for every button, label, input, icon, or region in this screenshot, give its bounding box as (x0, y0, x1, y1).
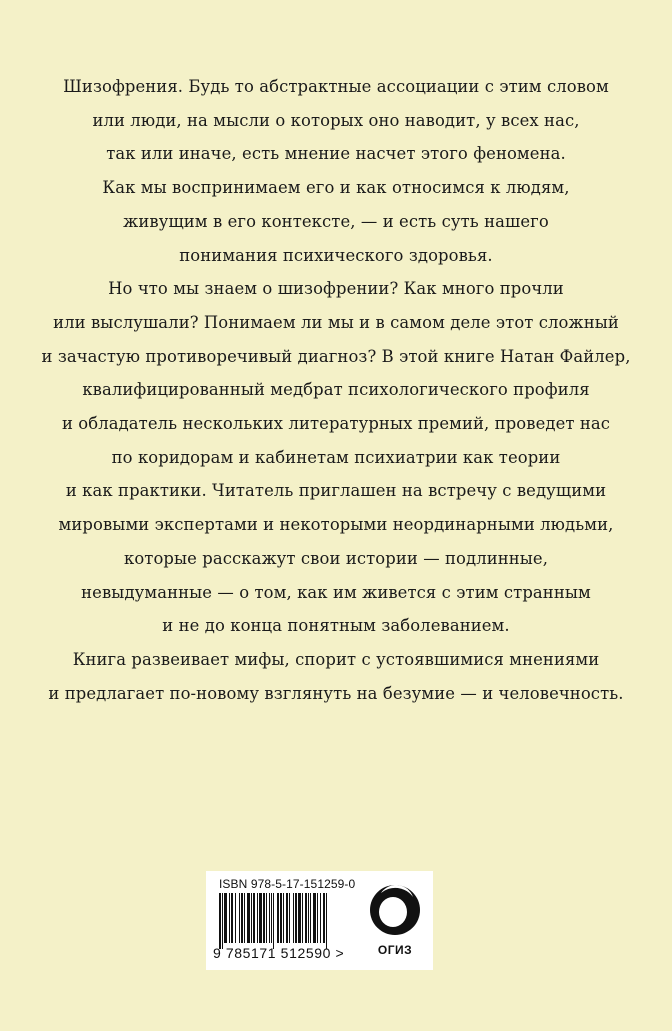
barcode-bar (231, 893, 233, 943)
barcode-bar (253, 893, 255, 943)
barcode-bar (247, 893, 250, 943)
isbn-barcode-panel (206, 871, 433, 970)
barcode-bar (269, 893, 270, 943)
barcode-bar (219, 893, 221, 949)
barcode-bar (259, 893, 262, 943)
barcode-bar (326, 893, 327, 949)
barcode-bar (313, 893, 316, 943)
ogiz-ring-logo-icon (369, 881, 421, 939)
blurb-line: и зачастую противоречивый диагноз? В этой книге Натан Файлер, (41, 346, 631, 366)
blurb-line: Шизофрения. Будь то абстрактные ассоциации с этим словом (63, 77, 609, 96)
isbn-label: ISBN 978-5-17-151259-0 (219, 877, 356, 891)
barcode-icon (215, 893, 363, 949)
blurb-line: понимания психического здоровья. (179, 245, 493, 265)
blurb-line: и как практики. Читатель приглашен на встречу с ведущими (65, 481, 607, 501)
publisher-logo (369, 881, 421, 965)
barcode-bar (277, 893, 279, 943)
barcode-bar (295, 893, 297, 943)
barcode-bar (273, 893, 274, 949)
blurb-line: или выслушали? Понимаем ли мы и в самом деле этот сложный (53, 312, 619, 332)
barcode-bar (308, 893, 309, 943)
blurb-line: или люди, на мысли о которых оно наводит, у всех нас, (92, 110, 580, 130)
blurb-line: мировыми экспертами и некоторыми неординарными людьми, (58, 515, 614, 535)
barcode-bar (323, 893, 325, 943)
blurb-line: живущим в его контексте, — и есть суть нашего (123, 211, 549, 231)
blurb-line: квалифицированный медбрат психологического профиля (82, 380, 590, 400)
barcode-bar (302, 893, 303, 943)
publisher-name: ОГИЗ (377, 943, 413, 957)
barcode-bar (289, 893, 290, 943)
blurb-line: так или иначе, есть мнение насчет этого феномена. (106, 144, 566, 164)
barcode-bar (224, 893, 227, 943)
blurb-line: которые расскажут свои истории — подлинные, (123, 548, 549, 568)
blurb-line: Книга развеивает мифы, спорит с устоявшимися мнениями (72, 649, 600, 669)
barcode-bar (298, 893, 301, 943)
barcode-bar (271, 893, 272, 943)
barcode-bar (283, 893, 284, 943)
barcode-bar (280, 893, 282, 943)
blurb-line: по коридорам и кабинетам психиатрии как теории (111, 447, 561, 467)
barcode-bar (235, 893, 236, 943)
barcode-bar (244, 893, 245, 943)
barcode-bar (317, 893, 318, 943)
barcode-bar (310, 893, 311, 943)
barcode-bar (241, 893, 243, 943)
barcode-bar (293, 893, 294, 943)
barcode-bar (320, 893, 321, 943)
blurb-line: Как мы воспринимаем его и как относимся к людям, (102, 178, 570, 198)
barcode-bar (266, 893, 267, 943)
barcode-bar (251, 893, 252, 943)
barcode-bar (229, 893, 230, 943)
barcode-bar (263, 893, 265, 943)
barcode-digits: 9 785171 512590 > (213, 945, 345, 961)
barcode-bar (222, 893, 223, 949)
blurb-line: Но что мы знаем о шизофрении? Как много прочли (108, 279, 564, 299)
blurb-line: невыдуманные — о том, как им живется с этим странным (81, 582, 591, 602)
blurb-line: и не до конца понятным заболеванием. (162, 616, 510, 636)
barcode-bar (286, 893, 288, 943)
barcode-bar (239, 893, 240, 943)
blurb-text (20, 70, 652, 710)
blurb-line: и обладатель нескольких литературных премий, проведет нас (61, 414, 611, 434)
blurb-line: и предлагает по-новому взглянуть на безумие — и человечность. (48, 683, 624, 703)
barcode-bar (305, 893, 307, 943)
barcode-bar (257, 893, 258, 943)
